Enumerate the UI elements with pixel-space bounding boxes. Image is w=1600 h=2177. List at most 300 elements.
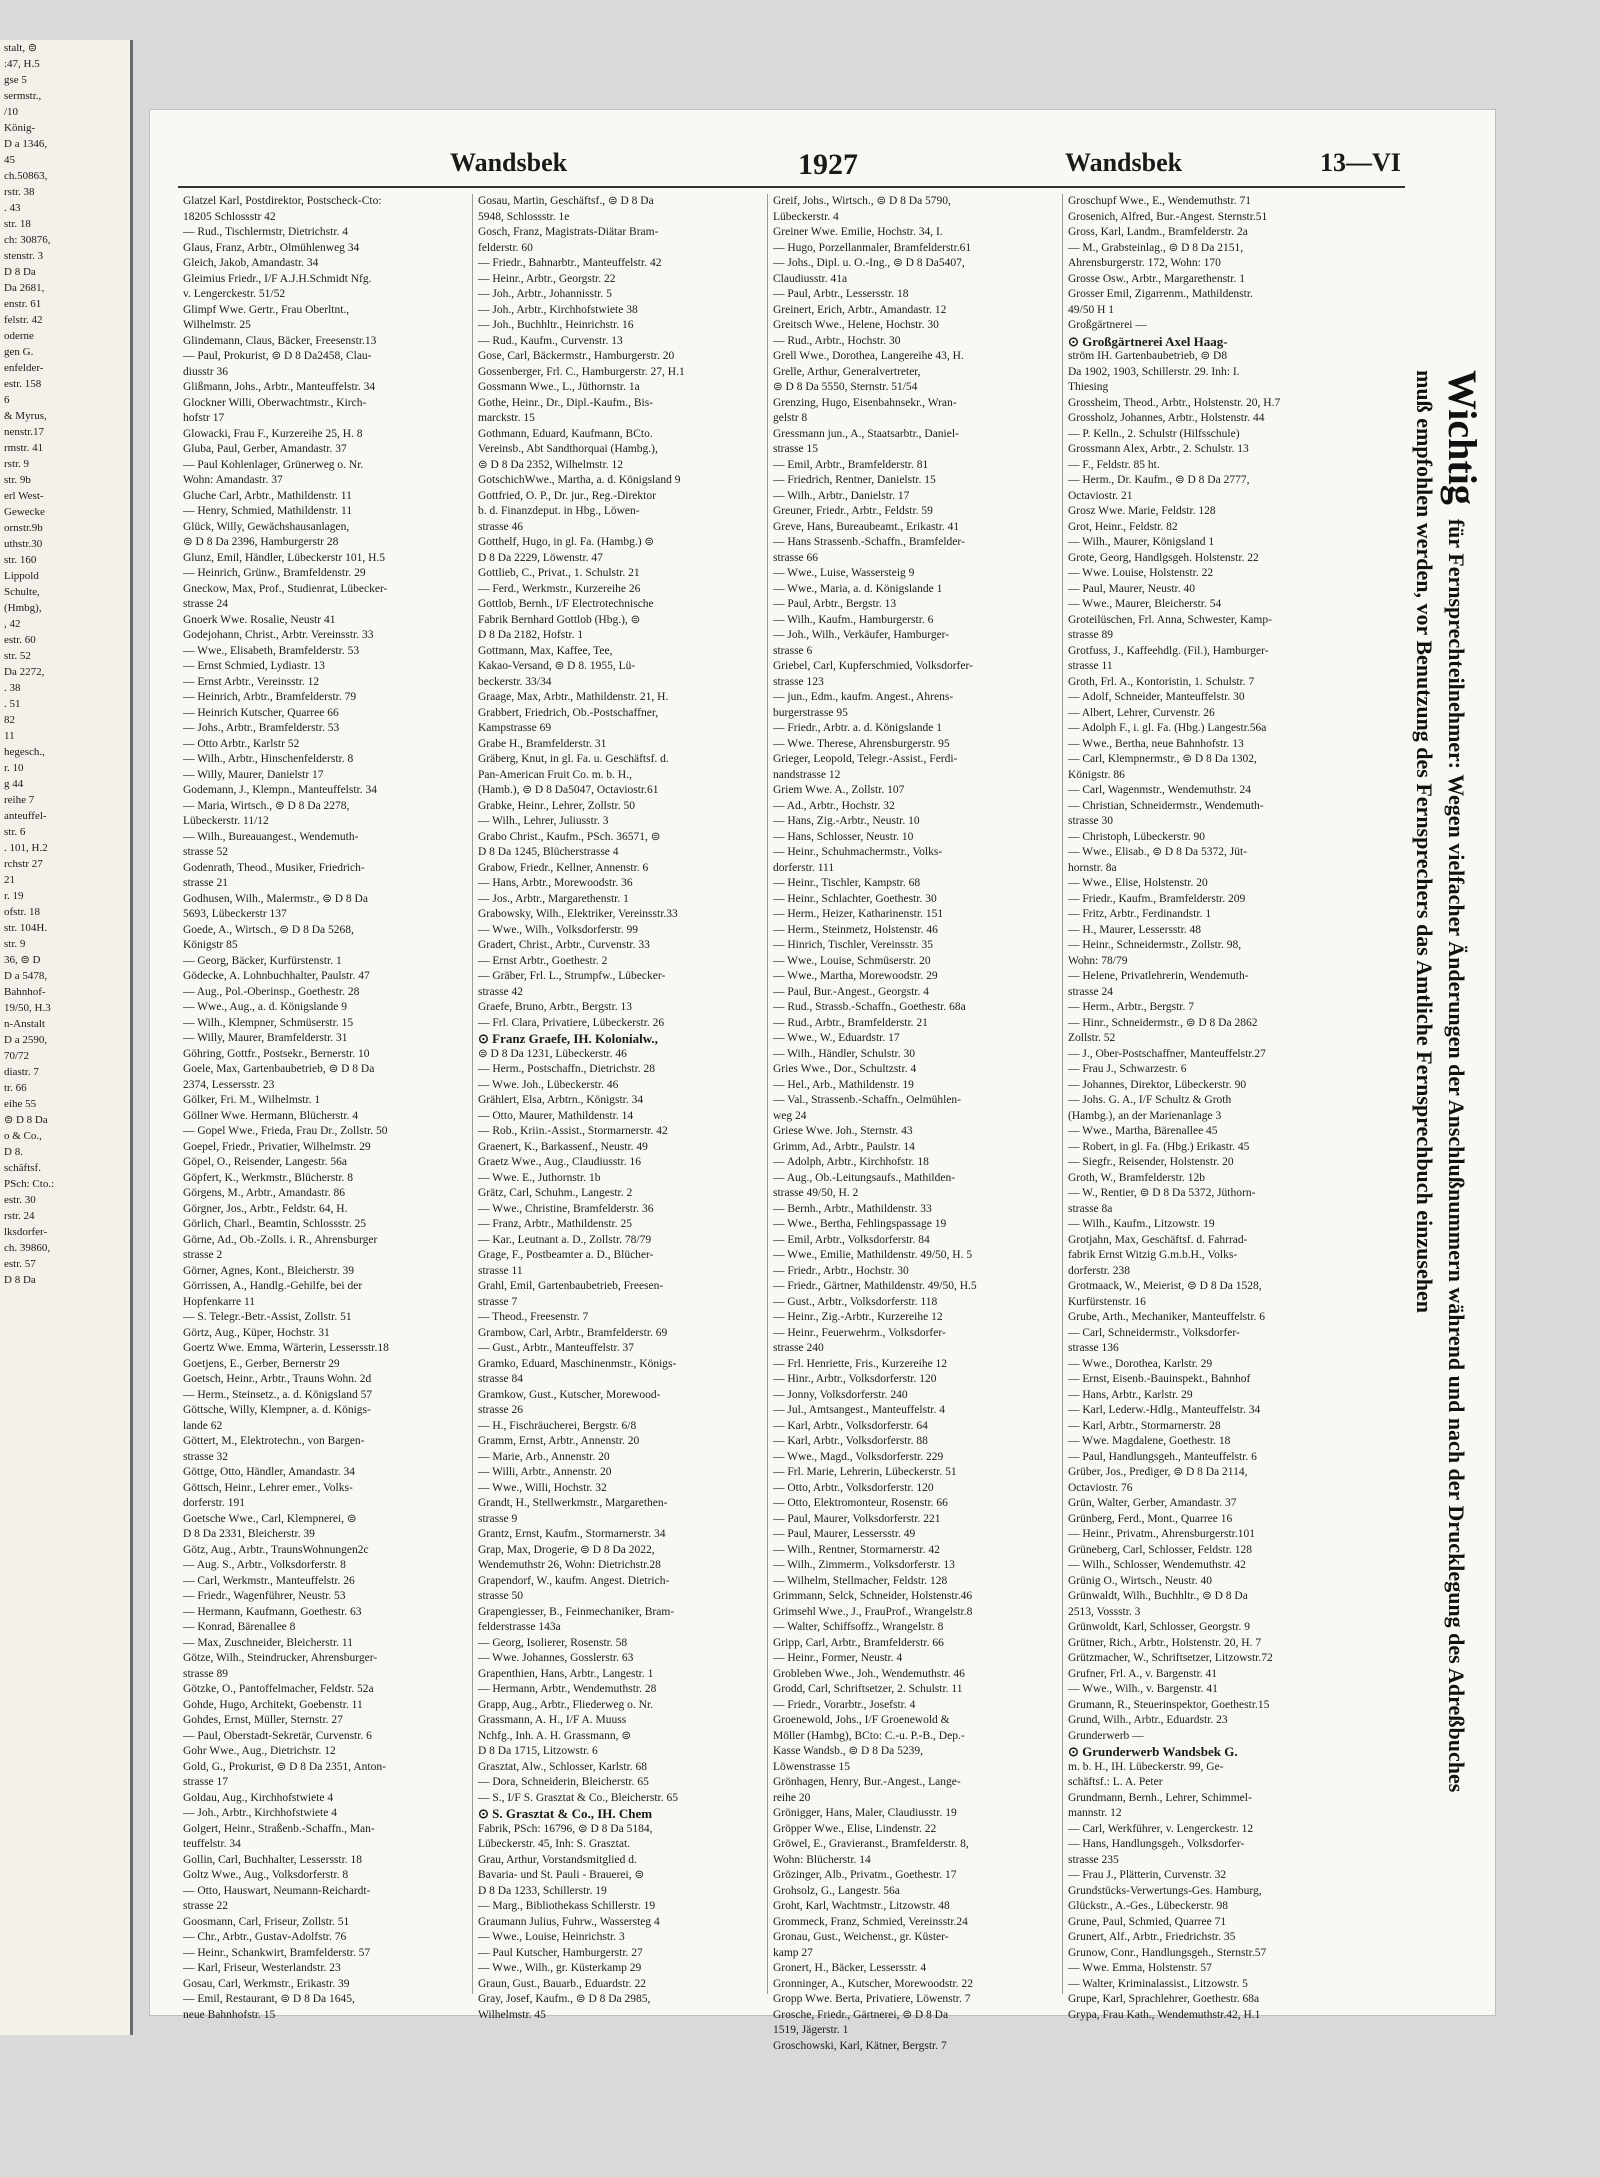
directory-entry: — Otto, Elektromonteur, Rosenstr. 66 <box>773 1497 948 1509</box>
directory-entry: Fabrik Bernhard Gottlob (Hbg.), ⊜ <box>478 613 641 626</box>
directory-entry: strasse 2 <box>183 1249 223 1261</box>
directory-entry: Gronert, H., Bäcker, Lessersstr. 4 <box>773 1962 927 1974</box>
strip-line: rchstr 27 <box>4 858 43 870</box>
strip-line: rmstr. 41 <box>4 442 44 454</box>
directory-entry: Gottlob, Bernh., I/F Electrotechnische <box>478 598 654 610</box>
strip-line: felstr. 42 <box>4 314 43 326</box>
directory-entry: ⊜ D 8 Da 1231, Lübeckerstr. 46 <box>478 1047 627 1060</box>
directory-entry: — Frl. Clara, Privatiere, Lübeckerstr. 26 <box>478 1016 665 1029</box>
directory-entry: Grätz, Carl, Schuhm., Langestr. 2 <box>478 1187 633 1199</box>
directory-entry: — Johs., Arbtr., Bramfelderstr. 53 <box>183 722 340 734</box>
directory-entry: — Wwe., Maria, a. d. Königslande 1 <box>773 582 943 595</box>
directory-entry: strasse 9 <box>478 1512 518 1525</box>
directory-entry: — Aug., Ob.-Leitungsaufs., Mathilden- <box>773 1171 956 1184</box>
directory-entry: nandstrasse 12 <box>773 768 841 781</box>
directory-entry: Wohn: Blücherstr. 14 <box>773 1853 871 1866</box>
directory-entry: Pan-American Fruit Co. m. b. H., <box>478 768 632 781</box>
directory-entry: — W., Rentier, ⊜ D 8 Da 5372, Jüthorn- <box>1068 1187 1256 1199</box>
directory-entry: — Wwe., Maurer, Bleicherstr. 54 <box>1068 598 1222 610</box>
directory-entry: Gosch, Franz, Magistrats-Diätar Bram- <box>478 226 659 238</box>
directory-entry: — H., Fischräucherei, Bergstr. 6/8 <box>478 1419 637 1432</box>
strip-line: ⊜ D 8 Da <box>4 1114 48 1126</box>
directory-entry: Goltz Wwe., Aug., Volksdorferstr. 8 <box>183 1869 349 1881</box>
directory-entry: Görgner, Jos., Arbtr., Feldstr. 64, H. <box>183 1202 348 1215</box>
directory-entry: hornstr. 8a <box>1068 861 1117 874</box>
directory-entry: Göttsch, Heinr., Lehrer emer., Volks- <box>183 1481 353 1494</box>
directory-entry: Gothe, Heinr., Dr., Dipl.-Kaufm., Bis- <box>478 396 654 409</box>
strip-line: estr. 158 <box>4 378 42 390</box>
strip-line: lksdorfer- <box>4 1226 48 1238</box>
directory-entry: ⊙ Großgärtnerei Axel Haag- <box>1068 333 1228 349</box>
directory-entry: ⊙ S. Grasztat & Co., IH. Chem <box>478 1806 653 1821</box>
previous-page-strip <box>0 40 133 2035</box>
directory-entry: Gleich, Jakob, Amandastr. 34 <box>183 257 319 269</box>
directory-entry: Grassmann, A. H., I/F A. Muuss <box>478 1714 627 1726</box>
directory-column-4 <box>1063 194 1358 2021</box>
directory-entry: — Hans, Arbtr., Morewoodstr. 36 <box>478 877 633 889</box>
directory-entry: — Otto, Arbtr., Volksdorferstr. 120 <box>773 1481 934 1494</box>
directory-entry: — Frau J., Plätterin, Curvenstr. 32 <box>1068 1869 1227 1881</box>
directory-entry: kamp 27 <box>773 1946 813 1959</box>
directory-entry: — Paul Kohlenlager, Grünerweg o. Nr. <box>183 458 364 471</box>
directory-entry: Grüneberg, Carl, Schlosser, Feldstr. 128 <box>1068 1543 1252 1556</box>
directory-entry: Wohn: 78/79 <box>1068 954 1128 967</box>
directory-entry: strasse 22 <box>183 1900 229 1912</box>
directory-entry: Gossmann Wwe., L., Jüthornstr. 1a <box>478 381 640 393</box>
directory-entry: Grote, Georg, Handlgsgeh. Holstenstr. 22 <box>1068 551 1259 564</box>
directory-entry: — Jul., Amtsangest., Manteuffelstr. 4 <box>773 1404 945 1416</box>
directory-entry: — Paul, Bur.-Angest., Georgstr. 4 <box>773 985 929 998</box>
directory-entry: — H., Maurer, Lessersstr. 48 <box>1068 923 1202 936</box>
directory-entry: — Hinrich, Tischler, Vereinsstr. 35 <box>773 939 934 951</box>
strip-line: nenstr.17 <box>4 426 45 438</box>
directory-entry: Grieger, Leopold, Telegr.-Assist., Ferdi- <box>773 753 958 765</box>
directory-column-1 <box>178 194 473 2021</box>
strip-line: uthstr.30 <box>4 538 43 550</box>
directory-entry: — J., Ober-Postschaffner, Manteuffelstr.27 <box>1068 1047 1266 1060</box>
directory-entry: mannstr. 12 <box>1068 1807 1122 1819</box>
directory-entry: — Hermann, Arbtr., Wendemuthstr. 28 <box>478 1683 657 1695</box>
directory-entry: — Marg., Bibliothekass Schillerstr. 19 <box>478 1900 656 1912</box>
directory-entry: Grufner, Frl. A., v. Bargenstr. 41 <box>1068 1667 1218 1680</box>
directory-entry: — Georg, Isolierer, Rosenstr. 58 <box>478 1636 628 1649</box>
strip-line: D a 5478, <box>4 970 48 982</box>
directory-entry: — Hans, Zig.-Arbtr., Neustr. 10 <box>773 815 920 827</box>
directory-entry: Octaviostr. 21 <box>1068 489 1133 502</box>
directory-entry: — Dora, Schneiderin, Bleicherstr. 65 <box>478 1776 649 1788</box>
directory-entry: Goertz Wwe. Emma, Wärterin, Lessersstr.18 <box>183 1342 389 1354</box>
directory-entry: Grell Wwe., Dorothea, Langereihe 43, H. <box>773 350 964 362</box>
directory-entry: — M., Grabsteinlag., ⊜ D 8 Da 2151, <box>1068 241 1244 254</box>
directory-entry: — Wilh., Arbtr., Danielstr. 17 <box>773 489 910 502</box>
directory-entry: — F., Feldstr. 85 ht. <box>1068 458 1160 471</box>
strip-line: 19/50, H.3 <box>4 1002 51 1014</box>
strip-line: sermstr., <box>4 90 42 102</box>
directory-entry: — Wwe., Emilie, Mathildenstr. 49/50, H. 5 <box>773 1249 973 1261</box>
directory-entry: — Wilhelm, Stellmacher, Feldstr. 128 <box>773 1574 948 1587</box>
directory-entry: Göllner Wwe. Hermann, Blücherstr. 4 <box>183 1109 359 1122</box>
directory-entry: Groteilüschen, Frl. Anna, Schwester, Kamp- <box>1068 613 1272 626</box>
directory-entry: — Konrad, Bärenallee 8 <box>183 1621 296 1633</box>
directory-entry: — Heinr., Arbtr., Georgstr. 22 <box>478 272 616 285</box>
directory-entry: Göpfert, K., Werkmstr., Blücherstr. 8 <box>183 1171 354 1184</box>
directory-entry: — Carl, Schneidermstr., Volksdorfer- <box>1068 1326 1240 1339</box>
directory-entry: Goele, Max, Gartenbaubetrieb, ⊜ D 8 Da <box>183 1063 375 1075</box>
directory-entry: Glimpf Wwe. Gertr., Frau Oberltnt., <box>183 303 350 316</box>
directory-entry: D 8 Da 2229, Löwenstr. 47 <box>478 551 603 564</box>
directory-entry: — Wwe. Johannes, Gosslerstr. 63 <box>478 1652 634 1664</box>
directory-entry: — Ernst, Eisenb.-Bauinspekt., Bahnhof <box>1068 1373 1251 1385</box>
directory-entry: Godhusen, Wilh., Malermstr., ⊜ D 8 Da <box>183 892 368 905</box>
directory-entry: Graefe, Bruno, Arbtr., Bergstr. 13 <box>478 1001 633 1013</box>
directory-entry: — Ad., Arbtr., Hochstr. 32 <box>773 799 895 812</box>
directory-entry: ⊜ D 8 Da 5550, Sternstr. 51/54 <box>773 381 918 393</box>
directory-entry: Glatzel Karl, Postdirektor, Postscheck-Cto: <box>183 195 382 207</box>
directory-entry: Gothmann, Eduard, Kaufmann, BCto. <box>478 427 653 440</box>
directory-entry: — P. Kelln., 2. Schulstr (Hilfsschule) <box>1068 427 1240 440</box>
strip-line: str. 160 <box>4 554 37 566</box>
directory-entry: — Rud., Arbtr., Bramfelderstr. 21 <box>773 1016 928 1029</box>
directory-entry: — Carl, Werkführer, v. Lengerckestr. 12 <box>1068 1822 1254 1835</box>
directory-entry: Godejohann, Christ., Arbtr. Vereinsstr. 33 <box>183 629 374 641</box>
directory-entry: Göttge, Otto, Händler, Amandastr. 34 <box>183 1466 356 1478</box>
directory-entry: Glück, Willy, Gewächshausanlagen, <box>183 520 350 533</box>
directory-entry: — Wilh., Kaufm., Hamburgerstr. 6 <box>773 613 934 626</box>
directory-entry: Grobleben Wwe., Joh., Wendemuthstr. 46 <box>773 1667 965 1680</box>
directory-entry: Grün, Walter, Gerber, Amandastr. 37 <box>1068 1497 1237 1509</box>
directory-entry: Grenzing, Hugo, Eisenbahnsekr., Wran- <box>773 396 957 409</box>
directory-entry: strasse 11 <box>478 1264 523 1277</box>
directory-entry: — Paul, Arbtr., Bergstr. 13 <box>773 598 897 610</box>
directory-entry: Grotfuss, J., Kaffeehdlg. (Fil.), Hamburger- <box>1068 644 1269 657</box>
directory-entry: — Franz, Arbtr., Mathildenstr. 25 <box>478 1218 632 1230</box>
strip-line: o & Co., <box>4 1130 42 1142</box>
directory-entry: Grunderwerb — <box>1068 1729 1144 1742</box>
directory-entry: Zollstr. 52 <box>1068 1032 1116 1044</box>
directory-entry: Gose, Carl, Bäckermstr., Hamburgerstr. 20 <box>478 350 675 362</box>
directory-entry: — Walter, Schiffsoffz., Wrangelstr. 8 <box>773 1621 944 1633</box>
directory-entry: ⊙ Grunderwerb Wandsbek G. <box>1068 1744 1238 1759</box>
directory-entry: Grot, Heinr., Feldstr. 82 <box>1068 520 1178 533</box>
directory-entry: Grelle, Arthur, Generalvertreter, <box>773 365 921 378</box>
directory-entry: 49/50 H 1 <box>1068 303 1114 316</box>
directory-entry: — Paul, Maurer, Lessersstr. 49 <box>773 1528 916 1540</box>
directory-entry: — Willy, Maurer, Danielstr 17 <box>183 768 324 781</box>
directory-entry: burgerstrasse 95 <box>773 706 848 719</box>
page-header <box>150 148 1495 182</box>
directory-entry: Gripp, Carl, Arbtr., Bramfelderstr. 66 <box>773 1636 944 1649</box>
directory-entry: — Wwe. Louise, Holstenstr. 22 <box>1068 567 1214 579</box>
strip-line: str. 9 <box>4 938 26 950</box>
directory-entry: Graetz Wwe., Aug., Claudiusstr. 16 <box>478 1156 641 1168</box>
strip-line: estr. 60 <box>4 634 36 646</box>
strip-line: D 8. <box>4 1146 23 1158</box>
directory-entry: 2374, Lessersstr. 23 <box>183 1078 275 1091</box>
directory-entry: Vereinsb., Abt Sandthorquai (Hambg.), <box>478 443 658 455</box>
directory-entry: Götz, Aug., Arbtr., TraunsWohnungen2c <box>183 1543 369 1556</box>
directory-entry: — jun., Edm., kaufm. Angest., Ahrens- <box>773 691 954 703</box>
strip-line: g 44 <box>4 778 24 790</box>
directory-entry: — Joh., Buchhltr., Heinrichstr. 16 <box>478 319 634 331</box>
directory-entry: — Emil, Arbtr., Bramfelderstr. 81 <box>773 458 929 471</box>
directory-entry: — Chr., Arbtr., Gustav-Adolfstr. 76 <box>183 1931 347 1943</box>
directory-entry: Da 1902, 1903, Schillerstr. 29. Inh: I. <box>1068 365 1240 378</box>
directory-entry: — Kar., Leutnant a. D., Zollstr. 78/79 <box>478 1233 652 1246</box>
directory-entry: (Hamb.), ⊜ D 8 Da5047, Octaviostr.61 <box>478 784 659 796</box>
directory-entry: Grypa, Frau Kath., Wendemuthstr.42, H.1 <box>1068 2008 1261 2021</box>
directory-entry: — Carl, Wagenmstr., Wendemuthstr. 24 <box>1068 784 1251 796</box>
strip-line: Da 2681, <box>4 282 45 294</box>
directory-entry: Königstr 85 <box>183 939 238 951</box>
directory-entry: Gottlieb, C., Privat., 1. Schulstr. 21 <box>478 567 640 579</box>
directory-entry: Griebel, Carl, Kupferschmied, Volksdorfer- <box>773 660 973 672</box>
directory-entry: — Wilh., Maurer, Königsland 1 <box>1068 536 1215 548</box>
directory-entry: Greif, Johs., Wirtsch., ⊜ D 8 Da 5790, <box>773 195 951 207</box>
strip-line: . 43 <box>4 202 21 214</box>
directory-entry: Grabke, Heinr., Lehrer, Zollstr. 50 <box>478 799 635 812</box>
directory-entry: — Walter, Kriminalassist., Litzowstr. 5 <box>1068 1977 1248 1990</box>
directory-entry: — Wwe., Martha, Morewoodstr. 29 <box>773 970 938 982</box>
directory-entry: — Wwe., Wilh., gr. Küsterkamp 29 <box>478 1962 642 1974</box>
directory-entry: — Val., Strassenb.-Schaffn., Oelmühlen- <box>773 1094 962 1106</box>
directory-entry: b. d. Finanzdeput. in Hbg., Löwen- <box>478 505 640 517</box>
directory-entry: ström IH. Gartenbaubetrieb, ⊜ D8 <box>1068 350 1228 362</box>
directory-entry: — Friedr., Gärtner, Mathildenstr. 49/50, H.5 <box>773 1280 977 1292</box>
directory-entry: — Friedr., Arbtr. a. d. Königslande 1 <box>773 722 942 734</box>
directory-entry: Gleimius Friedr., I/F A.J.H.Schmidt Nfg. <box>183 272 372 285</box>
directory-entry: Golgert, Heinr., Straßenb.-Schaffn., Man- <box>183 1822 375 1835</box>
directory-entry: — Bernh., Arbtr., Mathildenstr. 33 <box>773 1202 932 1215</box>
directory-entry: strasse 50 <box>478 1590 524 1602</box>
directory-entry: lande 62 <box>183 1419 223 1432</box>
directory-entry: — Robert, in gl. Fa. (Hbg.) Erikastr. 45 <box>1068 1140 1250 1153</box>
strip-line: stalt, ⊜ <box>4 42 38 54</box>
directory-entry: Grimm, Ad., Arbtr., Paulstr. 14 <box>773 1140 915 1153</box>
directory-entry: Görne, Ad., Ob.-Zolls. i. R., Ahrensburger <box>183 1233 378 1246</box>
directory-entry: Grünberg, Ferd., Mont., Quarree 16 <box>1068 1512 1233 1525</box>
directory-entry: — Max, Zuschneider, Bleicherstr. 11 <box>183 1636 353 1649</box>
strip-line: (Hmbg), <box>4 602 42 614</box>
directory-entry: Greinert, Erich, Arbtr., Amandastr. 12 <box>773 303 947 316</box>
directory-entry: Grapengiesser, B., Feinmechaniker, Bram- <box>478 1605 675 1618</box>
directory-entry: Groschowski, Karl, Kätner, Bergstr. 7 <box>773 2039 947 2052</box>
directory-page <box>150 110 1495 2052</box>
directory-entry: Gohdes, Ernst, Müller, Sternstr. 27 <box>183 1714 343 1726</box>
strip-line: Bahnhof- <box>4 986 46 998</box>
directory-entry: strasse 46 <box>478 520 524 533</box>
directory-entry: Grabowsky, Wilh., Elektriker, Vereinsstr.33 <box>478 908 678 920</box>
strip-line: schäftsf. <box>4 1162 41 1174</box>
directory-entry: strasse 123 <box>773 675 824 688</box>
directory-entry: — Willi, Arbtr., Annenstr. 20 <box>478 1466 612 1478</box>
directory-entry: Groschupf Wwe., E., Wendemuthstr. 71 <box>1068 195 1251 207</box>
directory-entry: — Herm., Heizer, Katharinenstr. 151 <box>773 908 944 920</box>
directory-entry: Göttert, M., Elektrotechn., von Bargen- <box>183 1435 365 1447</box>
directory-entry: Griem Wwe. A., Zollstr. 107 <box>773 784 905 796</box>
directory-entry: — Wwe., Magd., Volksdorferstr. 229 <box>773 1450 944 1463</box>
directory-entry: Kurfürstenstr. 16 <box>1068 1295 1146 1308</box>
directory-entry: — Wilh., Arbtr., Hinschenfelderstr. 8 <box>183 753 354 765</box>
directory-entry: — Wwe. Joh., Lübeckerstr. 46 <box>478 1078 619 1091</box>
directory-entry: — Emil, Arbtr., Volksdorferstr. 84 <box>773 1233 930 1246</box>
directory-entry: Grunert, Alf., Arbtr., Friedrichstr. 35 <box>1068 1931 1236 1943</box>
strip-line: hegesch., <box>4 746 45 758</box>
directory-entry: Grohsolz, G., Langestr. 56a <box>773 1884 900 1897</box>
directory-entry: Großgärtnerei — <box>1068 319 1147 331</box>
directory-entry: weg 24 <box>773 1109 807 1122</box>
directory-entry: Grözinger, Alb., Privatm., Goethestr. 17 <box>773 1869 957 1881</box>
directory-entry: Lübeckerstr. 4 <box>773 210 839 223</box>
directory-entry: m. b. H., IH. Lübeckerstr. 99, Ge- <box>1068 1760 1224 1773</box>
directory-entry: Göhring, Gottfr., Postsekr., Bernerstr. 10 <box>183 1047 370 1060</box>
directory-entry: — Rud., Strassb.-Schaffn., Goethestr. 68a <box>773 1001 966 1013</box>
directory-entry: — Paul, Prokurist, ⊜ D 8 Da2458, Clau- <box>183 350 372 362</box>
strip-line: str. 52 <box>4 650 31 662</box>
directory-entry: strasse 6 <box>773 644 813 657</box>
directory-entry: strasse 21 <box>183 877 229 889</box>
directory-entry: strasse 52 <box>183 846 229 858</box>
directory-entry: strasse 136 <box>1068 1342 1119 1354</box>
strip-line: eihe 55 <box>4 1098 37 1110</box>
directory-entry: Grantz, Ernst, Kaufm., Stormarnerstr. 34 <box>478 1528 666 1540</box>
directory-entry: Grimsehl Wwe., J., FrauProf., Wrangelstr.8 <box>773 1605 973 1618</box>
directory-entry: — Johs., Dipl. u. O.-Ing., ⊜ D 8 Da5407, <box>773 257 965 269</box>
directory-entry: 5948, Schlossstr. 1e <box>478 210 570 223</box>
directory-entry: Octaviostr. 76 <box>1068 1481 1133 1494</box>
directory-entry: Gölker, Fri. M., Wilhelmstr. 1 <box>183 1094 321 1106</box>
directory-entry: — Wwe., Martha, Bärenallee 45 <box>1068 1125 1218 1137</box>
strip-line: estr. 57 <box>4 1258 36 1270</box>
directory-entry: Grapenthien, Hans, Arbtr., Langestr. 1 <box>478 1667 654 1680</box>
strip-line: str. 9b <box>4 474 31 486</box>
directory-entry: Graumann Julius, Fuhrw., Wassersteg 4 <box>478 1915 660 1928</box>
directory-entry: Grasztat, Alw., Schlosser, Karlstr. 68 <box>478 1760 648 1773</box>
directory-entry: — Wwe. Magdalene, Goethestr. 18 <box>1068 1435 1231 1447</box>
directory-entry: Grosenich, Alfred, Bur.-Angest. Sternstr.51 <box>1068 210 1268 223</box>
directory-entry: Gronninger, A., Kutscher, Morewoodstr. 22 <box>773 1977 973 1990</box>
directory-entry: Wendemuthstr 26, Wohn: Dietrichstr.28 <box>478 1559 661 1571</box>
directory-entry: Görner, Agnes, Kont., Bleicherstr. 39 <box>183 1264 355 1277</box>
directory-entry: Grosse Osw., Arbtr., Margarethenstr. 1 <box>1068 272 1245 285</box>
directory-entry: strasse 11 <box>1068 660 1113 672</box>
directory-entry: Hopfenkarre 11 <box>183 1295 256 1308</box>
directory-entry: — Heinr., Schlachter, Goethestr. 30 <box>773 892 937 905</box>
header-city-left: Wandsbek <box>450 148 568 177</box>
directory-entry: Glindemann, Claus, Bäcker, Freesenstr.13 <box>183 334 377 347</box>
directory-entry: — Siegfr., Reisender, Holstenstr. 20 <box>1068 1156 1234 1168</box>
strip-line: König- <box>4 122 36 134</box>
header-rule <box>178 186 1405 188</box>
directory-entry: D 8 Da 2331, Bleicherstr. 39 <box>183 1528 315 1540</box>
directory-entry: 2513, Vossstr. 3 <box>1068 1605 1141 1618</box>
strip-line: . 38 <box>4 682 21 694</box>
directory-entry: Kasse Wandsb., ⊜ D 8 Da 5239, <box>773 1745 923 1757</box>
directory-entry: — Otto, Hauswart, Neumann-Reichardt- <box>183 1884 371 1897</box>
directory-entry: — Jonny, Volksdorferstr. 240 <box>773 1388 908 1401</box>
strip-line: str. 18 <box>4 218 31 230</box>
strip-line: 11 <box>4 730 15 742</box>
directory-column-2 <box>473 194 768 2021</box>
directory-entry: — Wwe., Luise, Wassersteig 9 <box>773 567 915 579</box>
directory-entry: Godenrath, Theod., Musiker, Friedrich- <box>183 861 365 874</box>
directory-entry: Glaus, Franz, Arbtr., Olmühlenweg 34 <box>183 241 360 254</box>
directory-entry: Groenewold, Johs., I/F Groenewold & <box>773 1714 950 1726</box>
directory-entry: felderstrasse 143a <box>478 1621 561 1633</box>
directory-entry: Grünwoldt, Karl, Schlosser, Georgstr. 9 <box>1068 1621 1251 1633</box>
directory-entry: — Wwe., Elise, Holstenstr. 20 <box>1068 877 1208 889</box>
directory-entry: — Hans, Handlungsgeh., Volksdorfer- <box>1068 1838 1245 1850</box>
directory-entry: strasse 24 <box>1068 985 1114 998</box>
directory-entry: dorferstr. 191 <box>183 1497 245 1509</box>
directory-entry: strasse 26 <box>478 1404 524 1416</box>
directory-entry: Gneckow, Max, Prof., Studienrat, Lübecker- <box>183 582 388 595</box>
strip-line: :47, H.5 <box>4 58 40 70</box>
directory-entry: 5693, Lübeckerstr 137 <box>183 908 287 920</box>
directory-entry: Grabow, Friedr., Kellner, Annenstr. 6 <box>478 861 649 874</box>
strip-line: Gewecke <box>4 506 45 518</box>
directory-entry: Gramko, Eduard, Maschinenmstr., Königs- <box>478 1357 677 1370</box>
directory-entry: Grabe H., Bramfelderstr. 31 <box>478 737 607 750</box>
directory-entry: Gossenberger, Frl. C., Hamburgerstr. 27, H.1 <box>478 365 685 378</box>
directory-entry: — Paul, Maurer, Volksdorferstr. 221 <box>773 1512 941 1525</box>
directory-entry: — Adolf, Schneider, Manteuffelstr. 30 <box>1068 691 1245 703</box>
directory-entry: Görgens, M., Arbtr., Amandastr. 86 <box>183 1187 346 1199</box>
directory-entry: — Ernst Arbtr., Goethestr. 2 <box>478 954 608 967</box>
directory-entry: Gold, G., Prokurist, ⊜ D 8 Da 2351, Anton- <box>183 1760 386 1773</box>
directory-entry: — Marie, Arb., Annenstr. 20 <box>478 1450 610 1463</box>
directory-entry: Gollin, Carl, Buchhalter, Lessersstr. 18 <box>183 1853 363 1866</box>
directory-entry: — Karl, Arbtr., Volksdorferstr. 64 <box>773 1419 928 1432</box>
directory-entry: v. Lengerckestr. 51/52 <box>183 288 286 300</box>
directory-entry: Graage, Max, Arbtr., Mathildenstr. 21, H. <box>478 691 669 703</box>
directory-entry: Graenert, K., Barkassenf., Neustr. 49 <box>478 1140 648 1153</box>
directory-entry: Grossheim, Theod., Arbtr., Holstenstr. 20, H.7 <box>1068 396 1281 409</box>
directory-entry: — Herm., Postschaffn., Dietrichstr. 28 <box>478 1063 656 1075</box>
directory-entry: — Paul, Handlungsgeh., Manteuffelstr. 6 <box>1068 1450 1257 1463</box>
strip-line: 6 <box>4 394 10 406</box>
directory-entry: ⊙ Franz Graefe, IH. Kolonialw., <box>478 1031 658 1046</box>
strip-line: ch: 30876, <box>4 234 51 246</box>
directory-entry: — Friedr., Wagenführer, Neustr. 53 <box>183 1590 346 1602</box>
directory-entry: Grap, Max, Drogerie, ⊜ D 8 Da 2022, <box>478 1543 655 1556</box>
directory-entry: — Wwe. E., Juthornstr. 1b <box>478 1171 601 1184</box>
directory-entry: — Georg, Bäcker, Kurfürstenstr. 1 <box>183 954 342 967</box>
directory-entry: Goetjens, E., Gerber, Bernerstr 29 <box>183 1357 340 1370</box>
directory-entry: Grotjahn, Max, Geschäftsf. d. Fahrrad- <box>1068 1233 1248 1246</box>
directory-entry: — Wilh., Rentner, Stormarnerstr. 42 <box>773 1543 940 1556</box>
directory-entry: — Wwe. Emma, Holstenstr. 57 <box>1068 1962 1212 1974</box>
strip-line: rstr. 38 <box>4 186 35 198</box>
directory-entry: — Wwe., W., Eduardstr. 17 <box>773 1032 900 1044</box>
directory-entry: Grau, Arthur, Vorstandsmitglied d. <box>478 1853 637 1866</box>
directory-entry: Grapp, Aug., Arbtr., Fliederweg o. Nr. <box>478 1698 654 1711</box>
directory-column-3 <box>768 194 1063 2052</box>
directory-entry: — Gopel Wwe., Frieda, Frau Dr., Zollstr. 50 <box>183 1125 388 1137</box>
directory-entry: Goosmann, Carl, Friseur, Zollstr. 51 <box>183 1915 350 1928</box>
directory-entry: — Wwe., Bertha, Fehlingspassage 19 <box>773 1218 947 1230</box>
strip-line: ofstr. 18 <box>4 906 41 918</box>
directory-entry: Gressmann jun., A., Staatsarbtr., Daniel- <box>773 427 959 440</box>
directory-entry: Grabbert, Friedrich, Ob.-Postschaffner, <box>478 706 659 719</box>
directory-entry: Greiner Wwe. Emilie, Hochstr. 34, I. <box>773 226 943 238</box>
strip-line: ch.50863, <box>4 170 48 182</box>
directory-entry: Gödecke, A. Lohnbuchhalter, Paulstr. 47 <box>183 970 370 982</box>
strip-line: r. 10 <box>4 762 24 774</box>
directory-entry: Bavaria- und St. Pauli - Brauerei, ⊜ <box>478 1869 645 1881</box>
directory-entry: — Aug., Pol.-Oberinsp., Goethestr. 28 <box>183 985 360 998</box>
directory-entry: Löwenstrasse 15 <box>773 1760 850 1773</box>
directory-entry: — Hel., Arb., Mathildenstr. 19 <box>773 1078 914 1091</box>
